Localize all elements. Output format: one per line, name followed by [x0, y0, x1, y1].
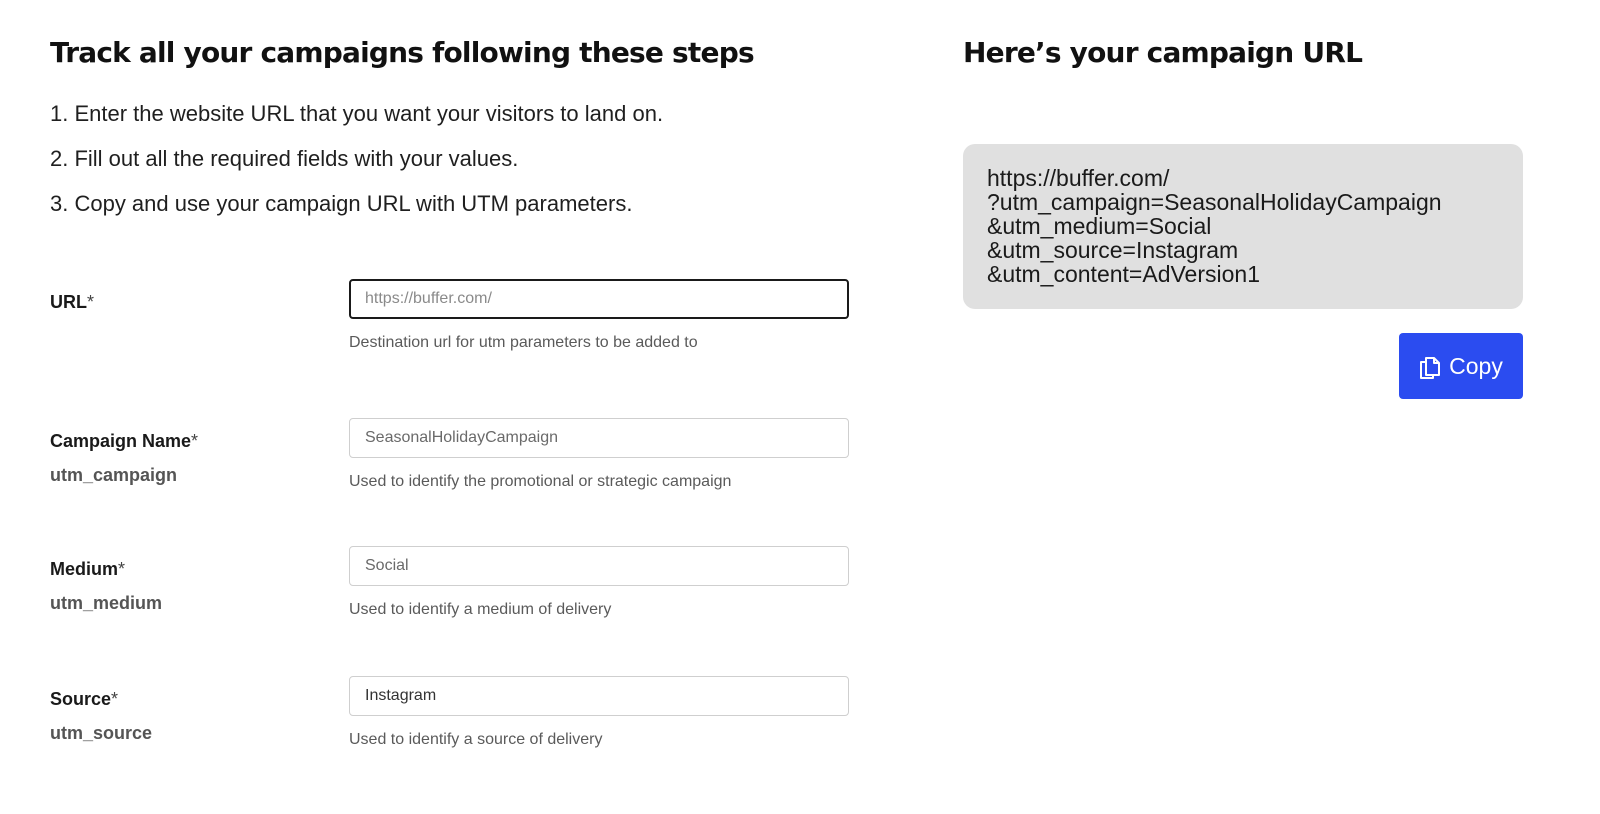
step-item: 3. Copy and use your campaign URL with UTM parameters.: [50, 191, 633, 216]
campaign-name-input[interactable]: [349, 418, 849, 458]
source-help-text: Used to identify a source of delivery: [349, 731, 603, 748]
url-input[interactable]: [349, 279, 849, 319]
url-help-text: Destination url for utm parameters to be added to: [349, 334, 698, 351]
source-label: Source*: [50, 689, 119, 709]
result-heading: Here’s your campaign URL: [963, 36, 1363, 69]
medium-input[interactable]: [349, 546, 849, 586]
utm-medium-param: utm_medium: [50, 593, 163, 613]
step-item: 1. Enter the website URL that you want your visitors to land on.: [50, 101, 664, 126]
copy-button[interactable]: [1399, 333, 1523, 399]
url-base-line: https://buffer.com/: [987, 165, 1170, 191]
campaign-name-label: Campaign Name*: [50, 431, 199, 451]
campaign-help-text: Used to identify the promotional or strategic campaign: [349, 473, 732, 490]
campaign-url-output[interactable]: [963, 144, 1523, 309]
step-item: 2. Fill out all the required fields with your values.: [50, 146, 519, 171]
medium-help-text: Used to identify a medium of delivery: [349, 601, 612, 618]
source-input[interactable]: [349, 676, 849, 716]
url-medium-line: &utm_medium=Social: [987, 213, 1212, 239]
url-label: URL*: [50, 292, 95, 312]
url-content-line: &utm_content=AdVersion1: [987, 261, 1260, 287]
steps-heading: Track all your campaigns following these steps: [50, 36, 754, 69]
utm-source-param: utm_source: [50, 723, 153, 743]
url-source-line: &utm_source=Instagram: [987, 237, 1239, 263]
url-campaign-line: ?utm_campaign=SeasonalHolidayCampaign: [987, 189, 1442, 215]
copy-button-label: Copy: [1449, 352, 1503, 379]
copy-icon: [1419, 353, 1441, 379]
medium-label: Medium*: [50, 559, 126, 579]
utm-campaign-param: utm_campaign: [50, 465, 178, 485]
steps-list: [50, 98, 663, 233]
